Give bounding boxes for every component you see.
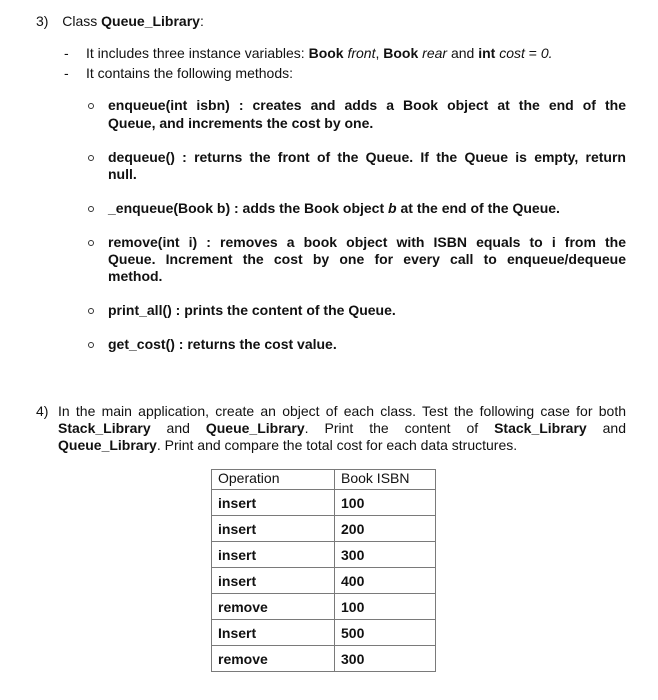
table-row	[212, 490, 436, 516]
text-run: and	[150, 420, 206, 436]
table-row	[212, 594, 436, 620]
class-name: Queue_Library	[101, 13, 200, 29]
class-queue-library: Queue_Library	[205, 420, 305, 436]
isbn-cell: 300	[335, 646, 436, 672]
operation-cell: remove	[212, 594, 335, 620]
operation-cell: insert	[212, 516, 335, 542]
section-4-line-1: In the main application, create an object of each class. Test the following case for both	[58, 403, 626, 419]
bullet-circle-icon	[88, 240, 94, 246]
bullet-circle-icon	[88, 342, 94, 348]
isbn-cell: 100	[335, 490, 436, 516]
operation-cell: insert	[212, 490, 335, 516]
method-print-all: print_all() : prints the content of the Queue.	[108, 302, 396, 318]
header-operation: Operation	[212, 470, 335, 490]
instance-variables-line	[86, 45, 553, 61]
text-run: ,	[375, 45, 384, 61]
text-run: and	[586, 420, 626, 436]
var-front: front	[343, 45, 376, 61]
bullet-circle-icon	[88, 206, 94, 212]
method-dequeue-line-2: null.	[108, 166, 137, 182]
heading-prefix: Class	[62, 13, 102, 29]
method-remove-line-2: Queue. Increment the cost by one for every call to enqueue/dequeue	[108, 251, 626, 267]
class-stack-library: Stack_Library	[58, 420, 151, 436]
text-run: =	[524, 45, 541, 61]
method-remove-line-3: method.	[108, 268, 163, 284]
table-row	[212, 542, 436, 568]
text-run: _enqueue(Book b) : adds the Book object	[108, 200, 389, 216]
var-cost: cost	[495, 45, 525, 61]
operations-table	[211, 469, 436, 672]
dash-marker: -	[64, 45, 69, 61]
header-book-isbn: Book ISBN	[335, 470, 436, 490]
method-get-cost: get_cost() : returns the cost value.	[108, 336, 337, 352]
text-run: and	[447, 45, 479, 61]
section-4-line-3	[58, 437, 517, 454]
type-int: int	[478, 45, 496, 61]
isbn-cell: 200	[335, 516, 436, 542]
isbn-cell: 300	[335, 542, 436, 568]
table-row	[212, 568, 436, 594]
type-book: Book	[383, 45, 419, 61]
section-4-line-2	[58, 420, 626, 437]
isbn-cell: 400	[335, 568, 436, 594]
table-row	[212, 516, 436, 542]
section-number: 3)	[36, 13, 49, 29]
bullet-circle-icon	[88, 155, 94, 161]
param-b: b	[388, 200, 397, 216]
table-row	[212, 646, 436, 672]
type-book: Book	[308, 45, 344, 61]
heading-suffix: :	[199, 13, 204, 29]
text-run: . Print and compare the total cost for each data structures.	[156, 437, 518, 453]
methods-intro-line: It contains the following methods:	[86, 65, 294, 81]
operation-cell: remove	[212, 646, 335, 672]
text-run: . Print the content of	[304, 420, 495, 436]
text-run: It includes three instance variables:	[86, 45, 309, 61]
bullet-circle-icon	[88, 308, 94, 314]
isbn-cell: 500	[335, 620, 436, 646]
var-rear: rear	[418, 45, 448, 61]
bullet-circle-icon	[88, 103, 94, 109]
cost-value: 0.	[540, 45, 553, 61]
class-queue-library: Queue_Library	[58, 437, 157, 453]
text-run: at the end of the Queue.	[396, 200, 560, 216]
method-private-enqueue	[108, 200, 626, 217]
method-enqueue-line-1: enqueue(int isbn) : creates and adds a Book object at the end of the	[108, 97, 626, 113]
section-3-heading	[36, 13, 204, 29]
method-remove-line-1: remove(int i) : removes a book object with ISBN equals to i from the	[108, 234, 626, 250]
class-stack-library: Stack_Library	[494, 420, 587, 436]
table-row	[212, 620, 436, 646]
operation-cell: insert	[212, 568, 335, 594]
table-header-row	[212, 470, 436, 490]
isbn-cell: 100	[335, 594, 436, 620]
operation-cell: insert	[212, 542, 335, 568]
dash-marker: -	[64, 65, 69, 81]
method-enqueue-line-2: Queue, and increments the cost by one.	[108, 115, 374, 131]
method-dequeue-line-1: dequeue() : returns the front of the Queue. If the Queue is empty, return	[108, 149, 626, 165]
operation-cell: Insert	[212, 620, 335, 646]
section-4-number: 4)	[36, 403, 49, 419]
